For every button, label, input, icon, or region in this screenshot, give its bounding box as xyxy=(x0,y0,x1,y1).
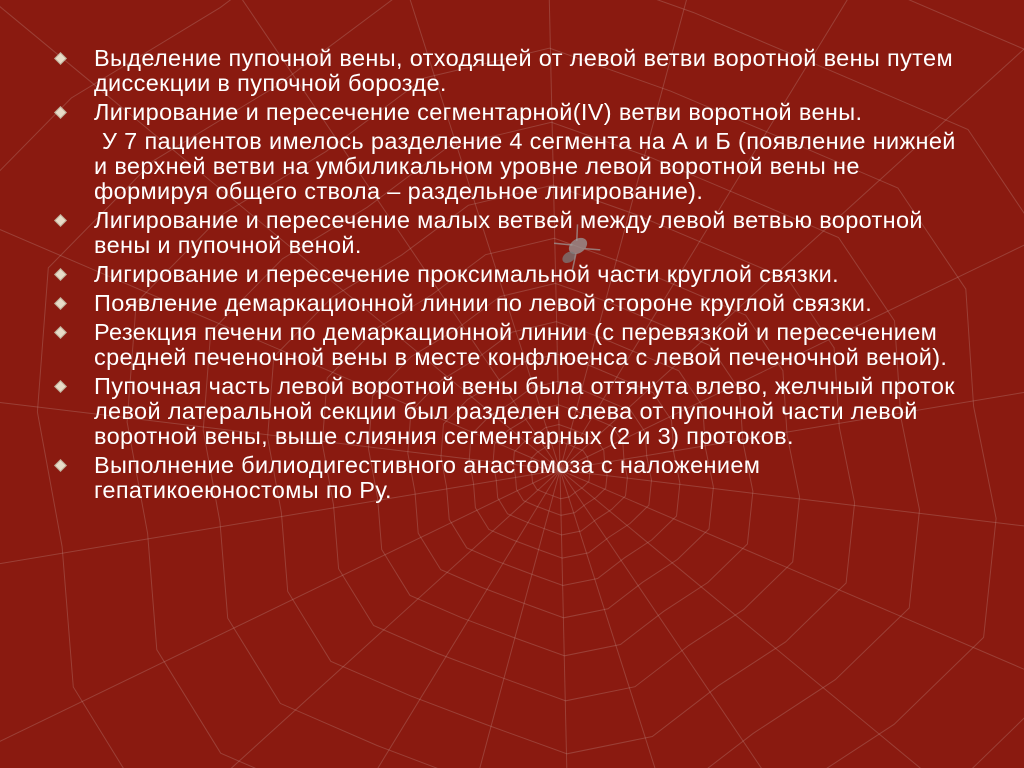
list-item-text: Выполнение билиодигестивного анастомоза с наложением гепатикоеюностомы по Ру. xyxy=(94,452,761,503)
diamond-bullet-icon xyxy=(54,380,67,393)
list-item xyxy=(56,46,968,96)
diamond-bullet-icon xyxy=(54,297,67,310)
list-item-text: Пупочная часть левой воротной вены была оттянута влево, желчный проток левой латеральной секции был разделен слева от пупочной части левой воротной вены, выше слияния сегментарных (2 и 3) протоков. xyxy=(94,373,955,449)
diamond-bullet-icon xyxy=(54,106,67,119)
list-item-text: Лигирование и пересечение проксимальной части круглой связки. xyxy=(94,261,840,287)
diamond-bullet-icon xyxy=(54,326,67,339)
list-item-note-text: У 7 пациентов имелось разделение 4 сегмента на А и Б (появление нижней и верхней ветви на умбиликальном уровне левой воротной вены не формируя общего ствола – раздельное лигирование). xyxy=(94,128,956,204)
list-item-note xyxy=(56,129,968,204)
slide-content xyxy=(56,46,968,507)
list-item-text: Резекция печени по демаркационной линии (с перевязкой и пересечением средней печеночной вены в месте конфлюенса с левой печеночной веной). xyxy=(94,319,948,370)
diamond-bullet-icon xyxy=(54,268,67,281)
list-item xyxy=(56,320,968,370)
list-item-text: Лигирование и пересечение сегментарной(IV) ветви воротной вены. xyxy=(94,99,863,125)
list-item-text: Появление демаркационной линии по левой стороне круглой связки. xyxy=(94,290,873,316)
list-item xyxy=(56,291,968,316)
list-item xyxy=(56,262,968,287)
list-item xyxy=(56,100,968,125)
list-item xyxy=(56,453,968,503)
list-item-text: Выделение пупочной вены, отходящей от левой ветви воротной вены путем диссекции в пупочной борозде. xyxy=(94,45,953,96)
list-item-text: Лигирование и пересечение малых ветвей между левой ветвью воротной вены и пупочной веной. xyxy=(94,207,923,258)
list-item xyxy=(56,374,968,449)
diamond-bullet-icon xyxy=(54,459,67,472)
list-item xyxy=(56,208,968,258)
diamond-bullet-icon xyxy=(54,214,67,227)
diamond-bullet-icon xyxy=(54,52,67,65)
